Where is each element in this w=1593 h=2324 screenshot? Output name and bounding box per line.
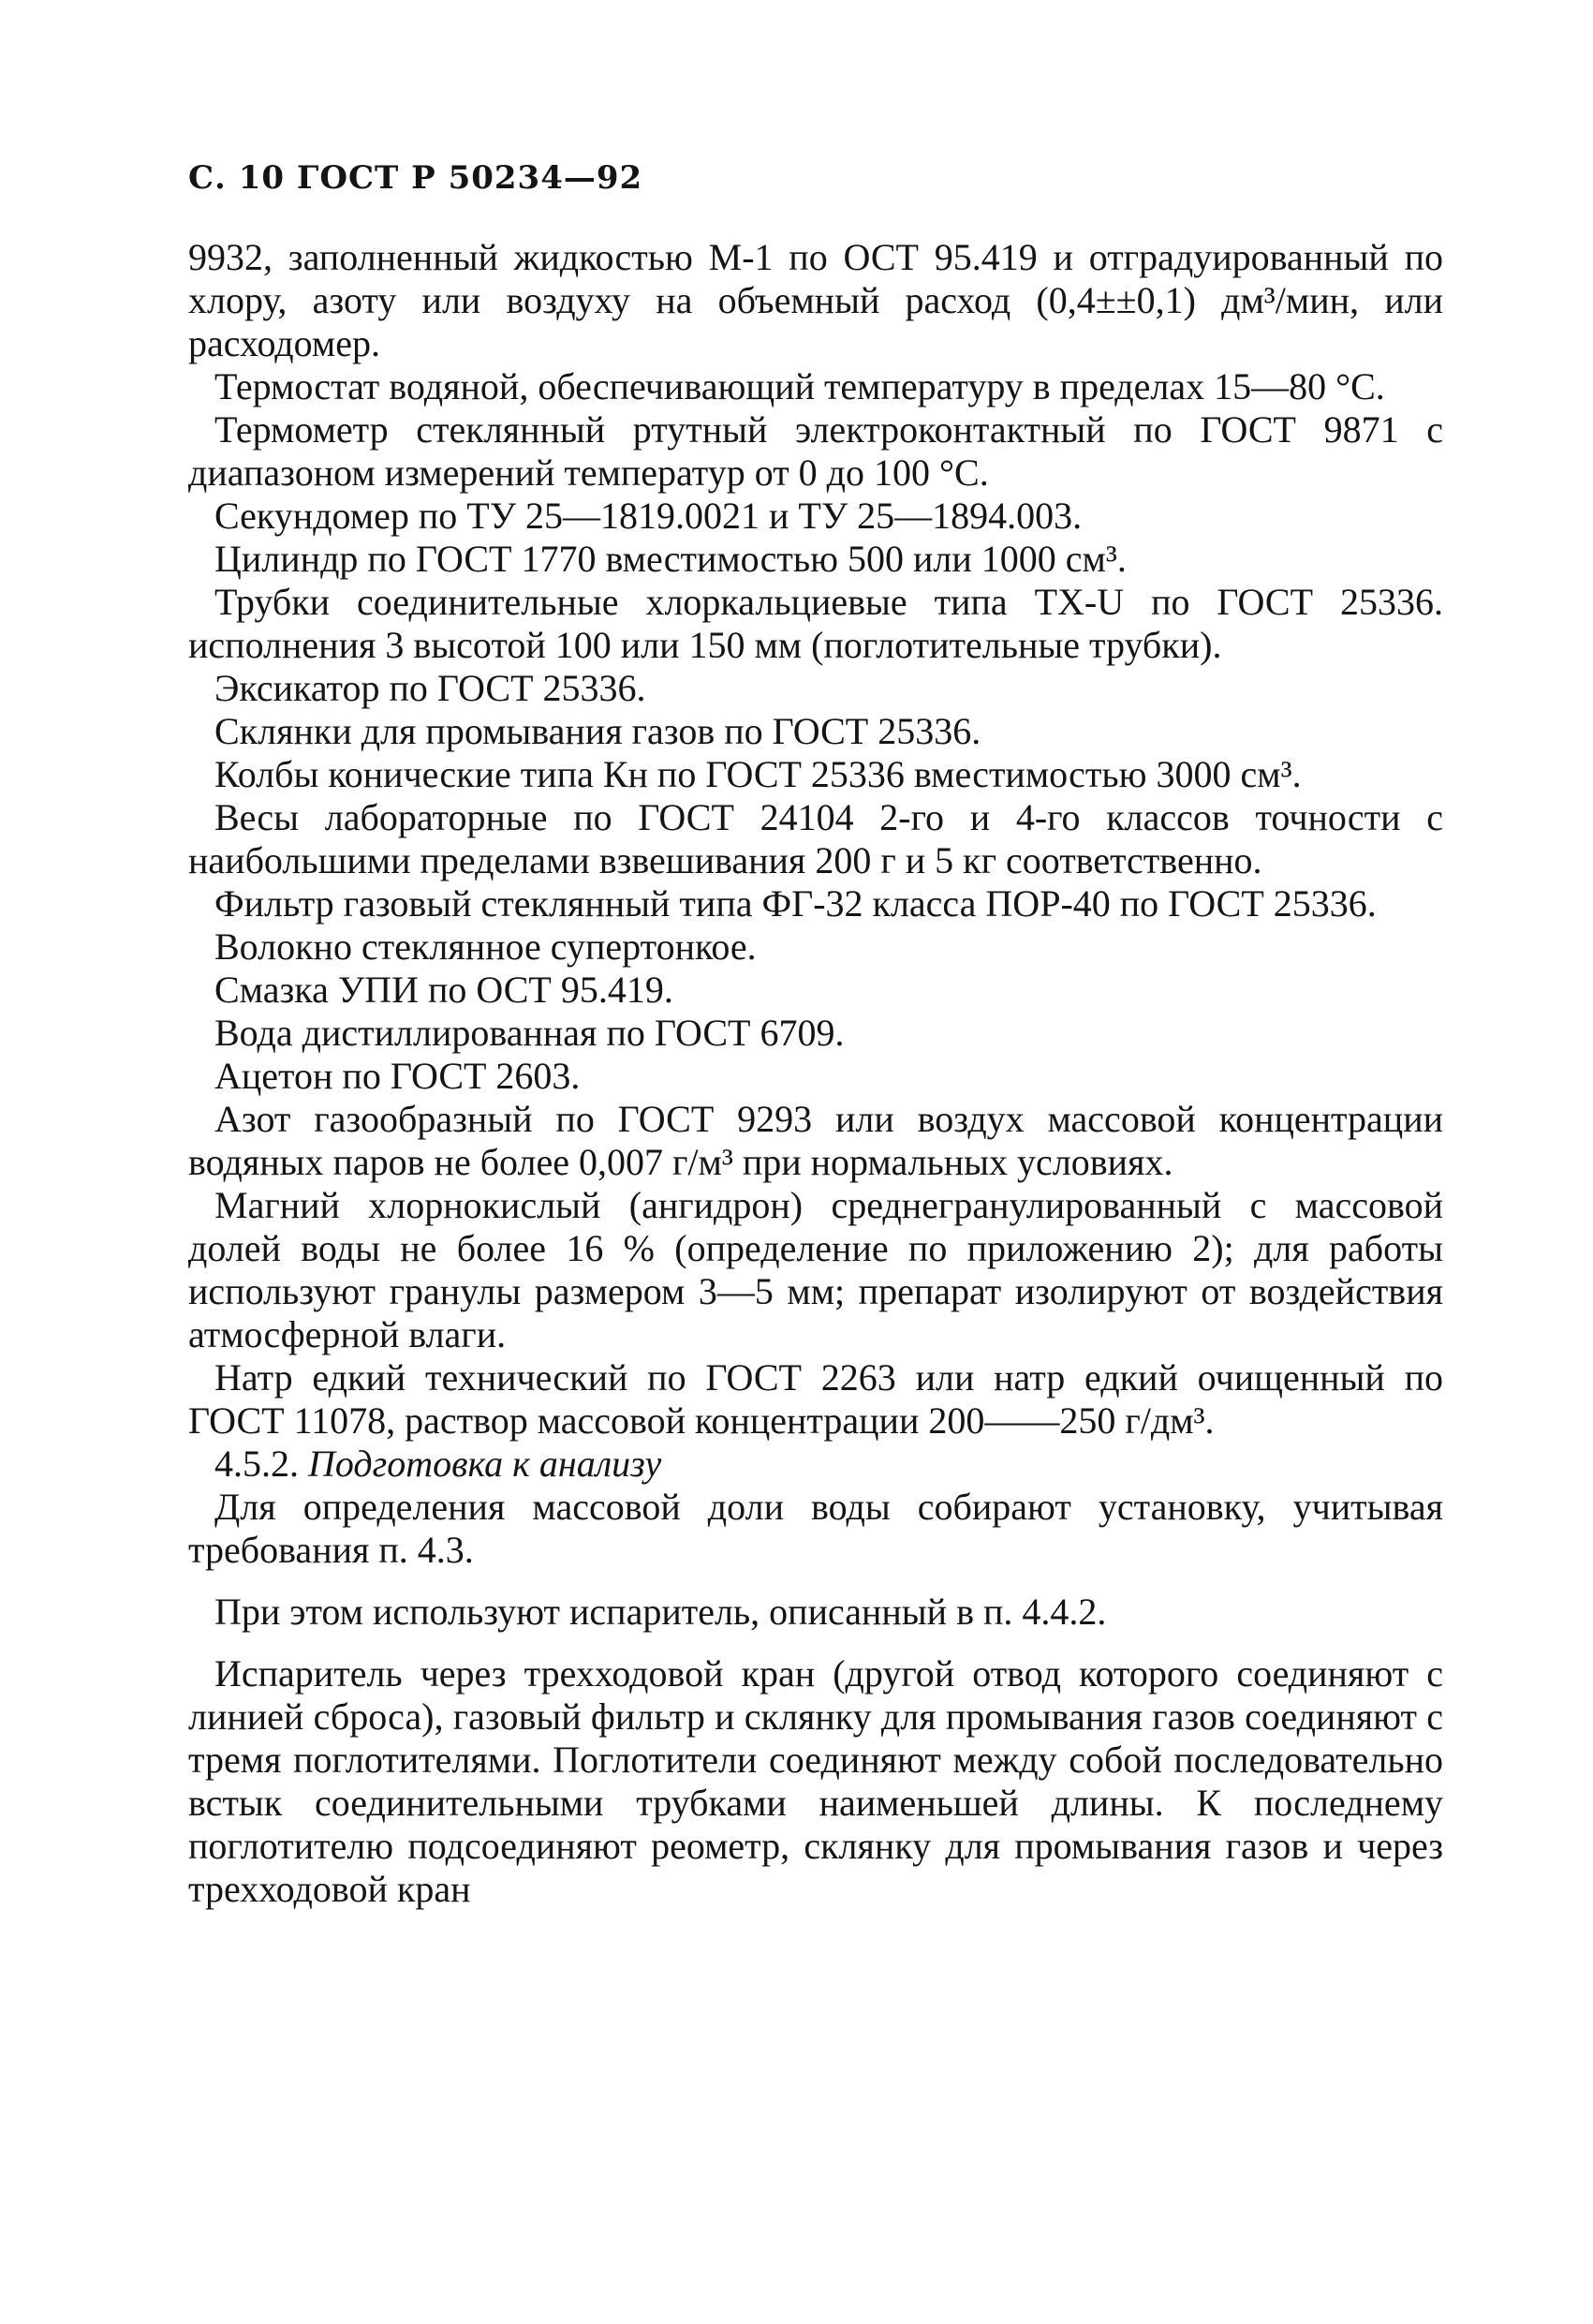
section-number: 4.5.2. (214, 1443, 299, 1485)
paragraph: 9932, заполненный жидкостью М-1 по ОСТ 95.419 и отградуированный по хлору, азоту или воздуху на объемный расход (0,4±±0,1) дм³/мин, или расходомер. (188, 236, 1443, 364)
paragraph: Трубки соединительные хлоркальциевые типа ТХ-U по ГОСТ 25336. исполнения 3 высотой 100 или 150 мм (поглотительные трубки). (188, 581, 1443, 666)
section-heading (188, 1443, 1443, 1486)
paragraph: Термостат водяной, обеспечивающий температуру в пределах 15—80 °С. (214, 365, 1385, 407)
paragraph: Магний хлорнокислый (ангидрон) среднегранулированный с массовой долей воды не более 16 % (определение по приложению 2); для работы используют гранулы размером 3—5 мм; препарат изолируют от воздействия атмосферной влаги. (188, 1184, 1443, 1355)
paragraph: Вода дистиллированная по ГОСТ 6709. (214, 1012, 845, 1054)
paragraph: При этом используют испаритель, описанный в п. 4.4.2. (214, 1591, 1107, 1633)
section-title: Подготовка к анализу (308, 1443, 662, 1485)
paragraph: Испаритель через трехходовой кран (другой отвод которого соединяют с линией сброса), газовый фильтр и склянку для промывания газов соединяют с тремя поглотителями. Поглотители соединяют между собой последовательно встык соединительными трубками наименьшей длины. К последнему поглотителю подсоединяют реометр, склянку для промывания газов и через трехходовой кран (188, 1652, 1443, 1910)
paragraph: Для определения массовой доли воды собирают установку, учитывая требования п. 4.3. (188, 1486, 1443, 1571)
paragraph: Смазка УПИ по ОСТ 95.419. (214, 969, 673, 1011)
paragraph: Фильтр газовый стеклянный типа ФГ-32 класса ПОР-40 по ГОСТ 25336. (214, 882, 1377, 925)
paragraph: Ацетон по ГОСТ 2603. (214, 1055, 581, 1097)
paragraph: Секундомер по ТУ 25—1819.0021 и ТУ 25—1894.003. (214, 495, 1083, 537)
paragraph: Склянки для промывания газов по ГОСТ 25336. (214, 710, 981, 752)
paragraph: Термометр стеклянный ртутный электроконтактный по ГОСТ 9871 с диапазоном измерений температур от 0 до 100 °С. (188, 408, 1443, 494)
page-header: С. 10 ГОСТ Р 50234—92 (188, 159, 643, 197)
paragraph: Весы лабораторные по ГОСТ 24104 2-го и 4-го классов точности с наибольшими пределами взвешивания 200 г и 5 кг соответственно. (188, 796, 1443, 881)
paragraph: Колбы конические типа Кн по ГОСТ 25336 вместимостью 3000 см³. (214, 753, 1302, 795)
document-page (188, 159, 1443, 1911)
paragraph: Волокно стеклянное супертонкое. (214, 925, 757, 968)
paragraph: Эксикатор по ГОСТ 25336. (214, 667, 646, 709)
paragraph: Азот газообразный по ГОСТ 9293 или воздух массовой концентрации водяных паров не более 0,007 г/м³ при нормальных условиях. (188, 1098, 1443, 1183)
paragraph: Натр едкий технический по ГОСТ 2263 или натр едкий очищенный по ГОСТ 11078, раствор массовой концентрации 200——250 г/дм³. (188, 1356, 1443, 1442)
paragraph: Цилиндр по ГОСТ 1770 вместимостью 500 или 1000 см³. (214, 538, 1127, 580)
